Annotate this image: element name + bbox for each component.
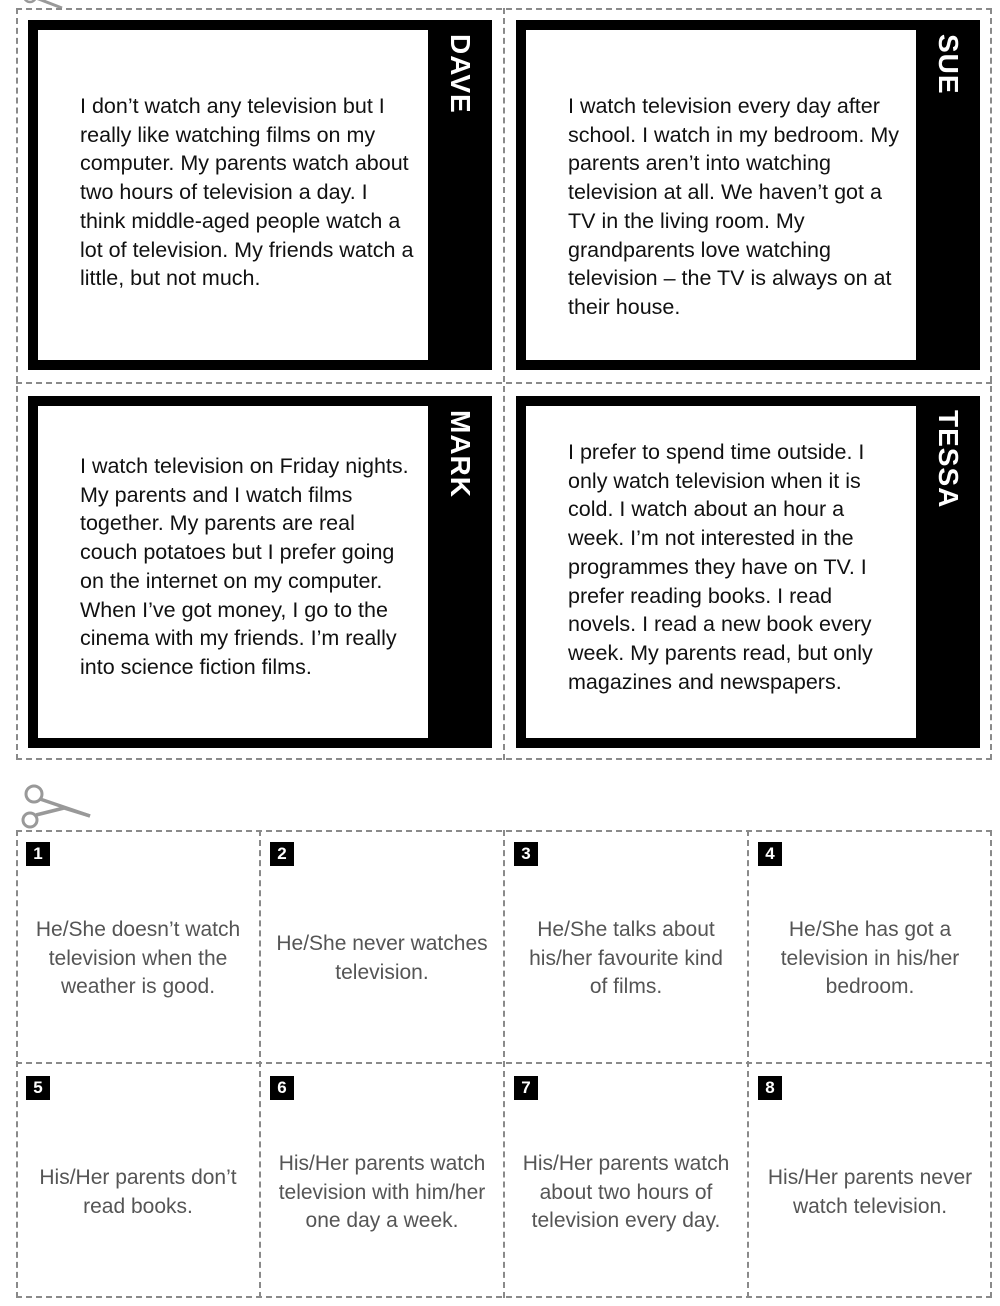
statement-number: 8 — [758, 1076, 782, 1100]
profile-text: I don’t watch any television but I really like watching films on my computer. My parents watch about two hours of television a day. I think middle-aged people watch a lot of television. My friends watch a little, but not much. — [80, 94, 414, 291]
statement-card-2 — [260, 830, 504, 1062]
statement-number: 1 — [26, 842, 50, 866]
profile-card-dave — [28, 20, 492, 370]
statement-number: 5 — [26, 1076, 50, 1100]
statement-number: 4 — [758, 842, 782, 866]
card-body — [38, 30, 428, 360]
profile-name: MARK — [445, 410, 476, 498]
profile-text: I prefer to spend time outside. I only watch television when it is cold. I watch about an hour a week. I’m not interested in the programmes they have on TV. I prefer reading books. I read novels. I read a new book every week. My parents read, but only magazines and newspapers. — [568, 440, 873, 694]
cut-line-vertical — [503, 8, 505, 760]
statement-text: His/Her parents watch television with him/her one day a week. — [278, 1152, 486, 1233]
statement-number: 3 — [514, 842, 538, 866]
profile-text: I watch television on Friday nights. My parents and I watch films together. My parents are real couch potatoes but I prefer going on the internet on my computer. When I’ve got money, I go to the cinema with my friends. I’m really into science fiction films. — [80, 454, 409, 679]
profile-name: SUE — [933, 34, 964, 95]
cut-line-horizontal — [16, 382, 992, 384]
profile-card-sue — [516, 20, 980, 370]
statement-card-8 — [748, 1064, 992, 1296]
statement-card-4 — [748, 830, 992, 1062]
statement-number: 7 — [514, 1076, 538, 1100]
statement-text: His/Her parents watch about two hours of television every day. — [522, 1152, 730, 1233]
profile-card-mark — [28, 396, 492, 748]
statement-text: His/Her parents don’t read books. — [39, 1166, 237, 1218]
profile-card-tessa — [516, 396, 980, 748]
statement-card-7 — [504, 1064, 748, 1296]
scissors-icon — [20, 780, 92, 830]
statement-text: He/She never watches television. — [276, 932, 488, 984]
statement-card-1 — [16, 830, 260, 1062]
statement-text: He/She talks about his/her favourite kind of films. — [529, 918, 723, 999]
profile-name: TESSA — [933, 410, 964, 509]
profile-text: I watch television every day after school. I watch in my bedroom. My parents aren’t into watching television at all. We haven’t got a TV in the living room. My grandparents love watching television – the TV is always on at their house. — [568, 94, 899, 319]
card-body — [526, 30, 916, 360]
profile-name: DAVE — [445, 34, 476, 114]
statement-card-3 — [504, 830, 748, 1062]
statement-text: He/She doesn’t watch television when the weather is good. — [35, 918, 241, 999]
statement-text: He/She has got a television in his/her bedroom. — [780, 918, 960, 999]
statement-card-5 — [16, 1064, 260, 1296]
card-body — [526, 406, 916, 738]
card-body — [38, 406, 428, 738]
statement-card-6 — [260, 1064, 504, 1296]
statement-text: His/Her parents never watch television. — [767, 1166, 973, 1218]
statement-number: 6 — [270, 1076, 294, 1100]
statement-number: 2 — [270, 842, 294, 866]
